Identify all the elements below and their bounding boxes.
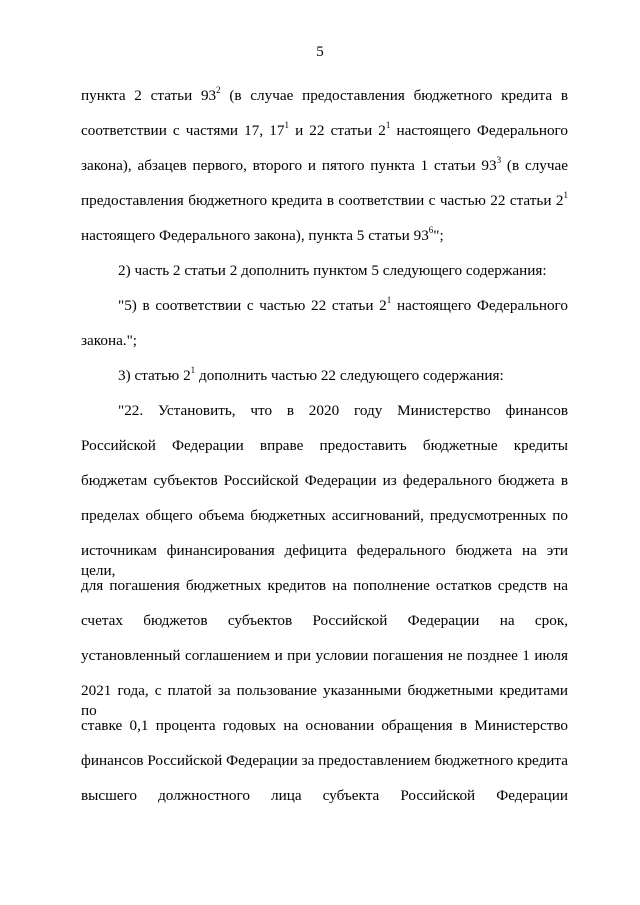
quoted-text-line: пределах общего объема бюджетных ассигнований, предусмотренных по <box>81 507 568 524</box>
quoted-text-line: счетах бюджетов субъектов Российской Федерации на срок, <box>81 612 568 629</box>
quoted-text-line: высшего должностного лица субъекта Российской Федерации <box>81 787 568 804</box>
quoted-text-line: "22. Установить, что в 2020 году Министерство финансов <box>118 402 568 419</box>
quoted-text-line: бюджетам субъектов Российской Федерации из федерального бюджета в <box>81 472 568 489</box>
text-line: пункта 2 статьи $93^2$ (в случае предоставления бюджетного кредита в <box>81 84 568 104</box>
quoted-text-line: источникам финансирования дефицита федерального бюджета на эти цели, <box>81 542 568 579</box>
quoted-text-line: установленный соглашением и при условии погашения не позднее 1 июля <box>81 647 568 664</box>
quoted-text-line: закона."; <box>81 332 138 349</box>
text-line: настоящего Федерального закона), пункта 5 статьи $93^6$"; <box>81 224 444 244</box>
text-line: закона), абзацев первого, второго и пятого пункта 1 статьи $93^3$ (в случае <box>81 154 568 174</box>
quoted-text-line: "5) в соответствии с частью 22 статьи $2^1$ настоящего Федерального <box>118 294 568 314</box>
quoted-text-line: ставке 0,1 процента годовых на основании обращения в Министерство <box>81 717 568 734</box>
text-line: предоставления бюджетного кредита в соответствии с частью 22 статьи $2^1$ <box>81 189 568 209</box>
text-line: соответствии с частями 17, $17^1$ и 22 статьи $2^1$ настоящего Федерального <box>81 119 568 139</box>
page-number: 5 <box>316 44 324 60</box>
quoted-text-line: 2021 года, с платой за пользование указанными бюджетными кредитами по <box>81 682 568 719</box>
quoted-text-line: для погашения бюджетных кредитов на пополнение остатков средств на <box>81 577 568 594</box>
list-item-2: 2) часть 2 статьи 2 дополнить пунктом 5 следующего содержания: <box>118 262 547 279</box>
quoted-text-line: финансов Российской Федерации за предоставлением бюджетного кредита <box>81 752 568 769</box>
quoted-text-line: Российской Федерации вправе предоставить бюджетные кредиты <box>81 437 568 454</box>
list-item-3: 3) статью $2^1$ дополнить частью 22 следующего содержания: <box>118 364 504 384</box>
